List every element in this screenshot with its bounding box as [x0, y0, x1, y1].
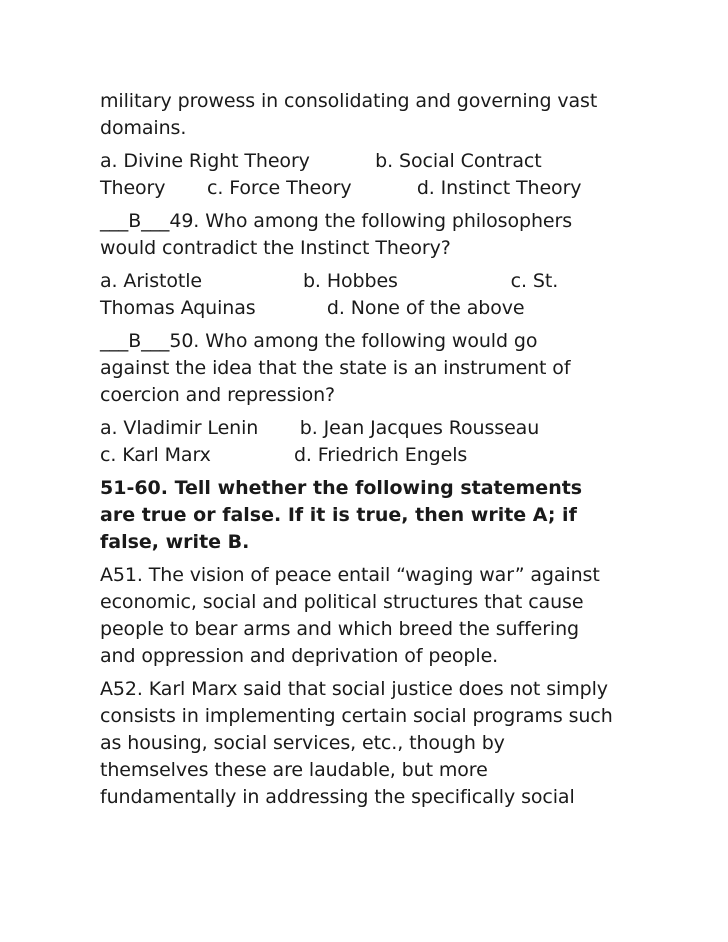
text-line: against the idea that the state is an instrument of — [100, 357, 571, 379]
text-line: c. Karl Marx d. Friedrich Engels — [100, 444, 468, 466]
text-line: a. Divine Right Theory b. Social Contract — [100, 150, 542, 172]
text-line: would contradict the Instinct Theory? — [100, 237, 451, 259]
heading-line: false, write B. — [100, 531, 250, 553]
statement-51 — [100, 562, 640, 670]
text-line: coercion and repression? — [100, 384, 336, 406]
text-line: a. Vladimir Lenin b. Jean Jacques Rousseau — [100, 417, 540, 439]
text-line: a. Aristotle b. Hobbes c. St. — [100, 270, 559, 292]
text-line: fundamentally in addressing the specifically social — [100, 786, 575, 808]
text-line: domains. — [100, 117, 187, 139]
answer-options-50 — [100, 415, 640, 469]
text-line: themselves these are laudable, but more — [100, 759, 488, 781]
text-line: as housing, social services, etc., though by — [100, 732, 505, 754]
text-line: A51. The vision of peace entail “waging war” against — [100, 564, 600, 586]
heading-line: are true or false. If it is true, then write A; if — [100, 504, 577, 526]
question-50 — [100, 328, 640, 409]
text-line: and oppression and deprivation of people. — [100, 645, 499, 667]
heading-line: 51-60. Tell whether the following statements — [100, 477, 583, 499]
question-49 — [100, 208, 640, 262]
text-line: consists in implementing certain social programs such — [100, 705, 613, 727]
text-line: military prowess in consolidating and governing vast — [100, 90, 598, 112]
section-heading-true-false — [100, 475, 640, 556]
text-line: Thomas Aquinas d. None of the above — [100, 297, 525, 319]
text-line: ___B___49. Who among the following philosophers — [100, 210, 572, 232]
text-line: ___B___50. Who among the following would go — [100, 330, 538, 352]
document-page — [100, 88, 640, 811]
answer-options-48 — [100, 148, 640, 202]
text-line: people to bear arms and which breed the suffering — [100, 618, 579, 640]
text-line: economic, social and political structures that cause — [100, 591, 584, 613]
text-line: A52. Karl Marx said that social justice does not simply — [100, 678, 608, 700]
paragraph-intro — [100, 88, 640, 142]
text-line: Theory c. Force Theory d. Instinct Theory — [100, 177, 582, 199]
answer-options-49 — [100, 268, 640, 322]
statement-52 — [100, 676, 640, 811]
